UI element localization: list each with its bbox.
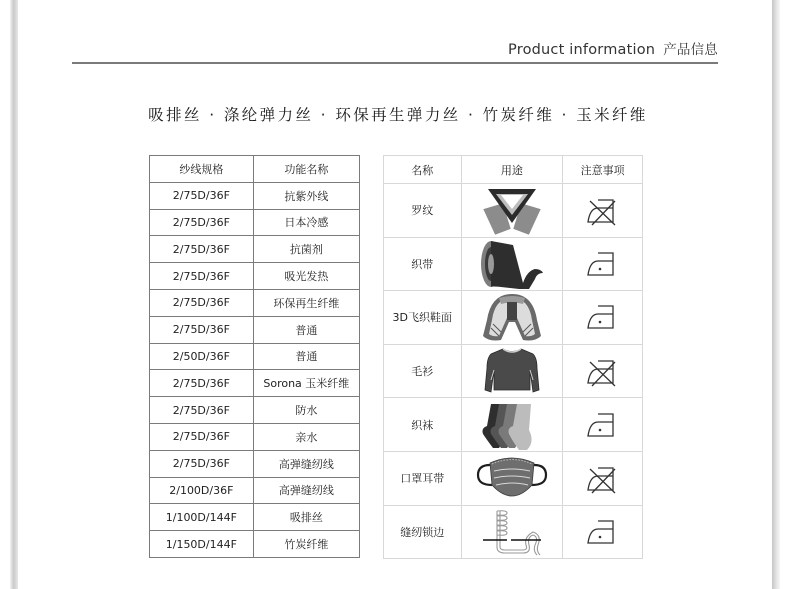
rib-collar-icon — [477, 185, 547, 235]
spec-cell: 1/100D/144F — [150, 504, 254, 531]
table-row — [150, 343, 360, 370]
function-cell: 普通 — [253, 316, 359, 343]
function-cell: 环保再生纤维 — [253, 289, 359, 316]
spec-cell: 2/75D/36F — [150, 263, 254, 290]
spec-cell: 2/75D/36F — [150, 316, 254, 343]
usage-image-cell — [461, 237, 563, 291]
table-row — [150, 370, 360, 397]
face-mask-icon — [474, 455, 550, 501]
table-row — [150, 182, 360, 209]
function-cell: 防水 — [253, 397, 359, 424]
function-cell: 抗菌剂 — [253, 236, 359, 263]
table-row — [384, 184, 643, 238]
webbing-roll-icon — [477, 239, 547, 289]
table-row — [384, 291, 643, 345]
usage-image-cell — [461, 291, 563, 345]
function-cell: 亲水 — [253, 423, 359, 450]
table-row — [384, 398, 643, 452]
usage-name-cell: 毛衫 — [384, 344, 462, 398]
iron-low-heat-icon — [584, 515, 622, 549]
function-cell: 吸排丝 — [253, 504, 359, 531]
spec-cell: 2/75D/36F — [150, 209, 254, 236]
usage-name-cell: 口罩耳带 — [384, 451, 462, 505]
table-row — [150, 397, 360, 424]
spec-cell: 2/75D/36F — [150, 423, 254, 450]
header-name: 名称 — [384, 156, 462, 184]
overlock-stitch-icon — [477, 507, 547, 557]
socks-icon — [477, 400, 547, 450]
table-row — [384, 237, 643, 291]
function-cell: 高弹缝纫线 — [253, 450, 359, 477]
function-cell: Sorona 玉米纤维 — [253, 370, 359, 397]
usage-name-cell: 织带 — [384, 237, 462, 291]
table-row — [384, 344, 643, 398]
spec-cell: 2/50D/36F — [150, 343, 254, 370]
table-row — [150, 531, 360, 558]
table-row — [150, 316, 360, 343]
right-edge-bar — [772, 0, 780, 589]
spec-cell: 2/100D/36F — [150, 477, 254, 504]
usage-name-cell: 3D飞织鞋面 — [384, 291, 462, 345]
iron-low-heat-icon — [584, 247, 622, 281]
header-function-name: 功能名称 — [253, 156, 359, 183]
spec-cell: 2/75D/36F — [150, 236, 254, 263]
table-row — [150, 504, 360, 531]
table-row — [150, 263, 360, 290]
spec-cell: 2/75D/36F — [150, 182, 254, 209]
care-symbol-cell — [563, 237, 643, 291]
care-symbol-cell — [563, 398, 643, 452]
page-header — [508, 38, 718, 58]
do-not-iron-icon — [584, 193, 622, 227]
care-symbol-cell — [563, 291, 643, 345]
function-cell: 高弹缝纫线 — [253, 477, 359, 504]
usage-care-table — [383, 155, 643, 559]
table-row — [384, 505, 643, 559]
flyknit-shoe-upper-icon — [477, 292, 547, 342]
header-divider — [72, 62, 718, 64]
care-symbol-cell — [563, 344, 643, 398]
table-row — [150, 289, 360, 316]
table-row — [150, 450, 360, 477]
usage-image-cell — [461, 344, 563, 398]
table-row — [150, 423, 360, 450]
spec-cell: 1/150D/144F — [150, 531, 254, 558]
usage-image-cell — [461, 184, 563, 238]
usage-image-cell — [461, 505, 563, 559]
usage-name-cell: 罗纹 — [384, 184, 462, 238]
spec-cell: 2/75D/36F — [150, 397, 254, 424]
sweater-icon — [477, 346, 547, 396]
care-symbol-cell — [563, 505, 643, 559]
function-cell: 抗紫外线 — [253, 182, 359, 209]
table-header-row — [384, 156, 643, 184]
do-not-iron-icon — [584, 461, 622, 495]
function-cell: 竹炭纤维 — [253, 531, 359, 558]
do-not-iron-icon — [584, 354, 622, 388]
spec-cell: 2/75D/36F — [150, 370, 254, 397]
care-symbol-cell — [563, 184, 643, 238]
table-row — [384, 451, 643, 505]
table-row — [150, 236, 360, 263]
yarn-spec-table — [149, 155, 360, 558]
header-title-en: Product information — [508, 42, 656, 58]
product-subtitle: 吸排丝 · 涤纶弹力丝 · 环保再生弹力丝 · 竹炭纤维 · 玉米纤维 — [148, 106, 648, 124]
spec-cell: 2/75D/36F — [150, 289, 254, 316]
iron-low-heat-icon — [584, 300, 622, 334]
usage-image-cell — [461, 398, 563, 452]
header-title-cn: 产品信息 — [663, 42, 718, 58]
function-cell: 普通 — [253, 343, 359, 370]
usage-name-cell: 缝纫锁边 — [384, 505, 462, 559]
spec-cell: 2/75D/36F — [150, 450, 254, 477]
table-row — [150, 209, 360, 236]
left-edge-bar — [10, 0, 18, 589]
usage-name-cell: 织袜 — [384, 398, 462, 452]
header-usage: 用途 — [461, 156, 563, 184]
header-yarn-spec: 纱线规格 — [150, 156, 254, 183]
function-cell: 吸光发热 — [253, 263, 359, 290]
header-care-notes: 注意事项 — [563, 156, 643, 184]
usage-image-cell — [461, 451, 563, 505]
table-row — [150, 477, 360, 504]
table-header-row — [150, 156, 360, 183]
function-cell: 日本冷感 — [253, 209, 359, 236]
iron-low-heat-icon — [584, 408, 622, 442]
care-symbol-cell — [563, 451, 643, 505]
